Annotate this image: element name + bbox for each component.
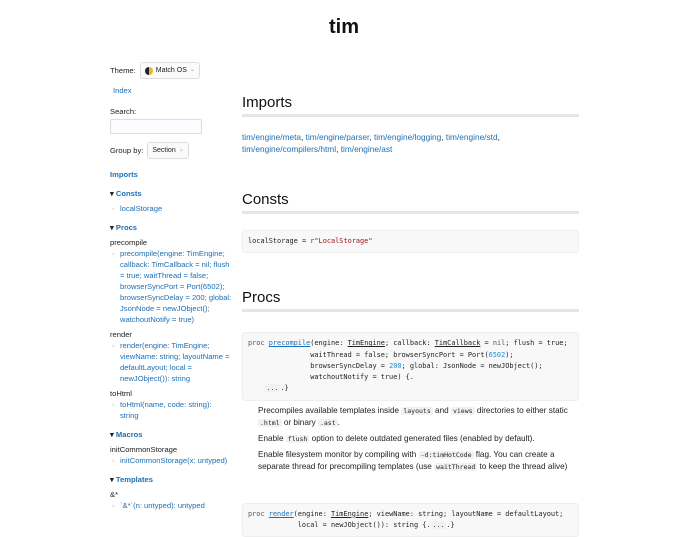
index-link[interactable]: Index [113, 86, 132, 95]
type-link[interactable]: TimEngine [331, 509, 369, 518]
const-code-block [242, 230, 579, 253]
render-code-block [242, 503, 579, 537]
code-keyword: nil [492, 339, 506, 348]
toc-proc-render[interactable]: render(engine: TimEngine; viewName: string; layoutName = defaultLayout; local = newJObject()): string [120, 341, 230, 383]
doc-text: localStorage [248, 237, 298, 245]
code-inline: flush [287, 434, 308, 443]
collapse-triangle-icon[interactable]: ▾ [110, 430, 116, 439]
code-number: 6502 [488, 350, 506, 359]
code-text: .} [280, 384, 289, 393]
group-by-select[interactable] [147, 142, 188, 159]
code-line [248, 520, 573, 531]
group-by-label: Group by: [110, 146, 144, 155]
toc-proc-precompile[interactable]: precompile(engine: TimEngine; callback: TimCallback = nil; flush = true; waitThread = false; browserSyncPort = Port(6502); browserSyncDelay = 200; global: JsonNode = newJObject(); watchoutNotify = true) [120, 249, 232, 324]
collapse-triangle-icon[interactable]: ▾ [110, 223, 116, 232]
code-number: 200 [389, 361, 402, 370]
toc-group-name: render [110, 330, 132, 339]
main-content [242, 94, 579, 537]
code-inline: layouts [403, 406, 431, 415]
search-label: Search: [110, 107, 137, 116]
code-line [248, 236, 573, 247]
code-text: = [297, 237, 311, 245]
page-title: tim [329, 16, 359, 38]
import-link[interactable]: tim/engine/ast [340, 144, 393, 154]
code-line [248, 383, 573, 394]
code-inline: views [452, 406, 473, 415]
code-text: watchoutNotify = true) {. [248, 373, 414, 382]
code-line [248, 338, 573, 349]
theme-moon-icon [145, 67, 153, 75]
chevron-down-icon: ⌄ [189, 67, 195, 73]
code-text [248, 384, 265, 392]
code-text: ; callback: [384, 339, 435, 348]
collapse-triangle-icon[interactable]: ▾ [110, 475, 116, 484]
imports-list: tim/engine/meta, tim/engine/parser, tim/engine/logging, tim/engine/std, tim/engine/compilers/html, tim/engine/ast [242, 132, 500, 154]
type-link[interactable]: TimCallback [434, 339, 481, 348]
toc-macro-initcommonstorage[interactable]: initCommonStorage(x: untyped) [120, 456, 228, 465]
code-line [248, 361, 573, 372]
sidebar [110, 62, 232, 511]
precompile-code-block [242, 332, 579, 400]
code-text: = [480, 339, 493, 348]
doc-paragraph [258, 449, 579, 473]
toc-group-name: &* [110, 490, 119, 499]
code-keyword: proc [248, 339, 269, 348]
code-line [248, 350, 573, 361]
import-link[interactable]: tim/engine/meta [242, 132, 302, 142]
doc-text: or binary [281, 417, 318, 427]
code-inline: -d:timHotCode [420, 450, 472, 459]
doc-paragraph [258, 433, 579, 445]
code-inline: ... [432, 521, 445, 530]
toc-const-localstorage[interactable]: localStorage [120, 204, 163, 213]
code-string: r"LocalStorage" [310, 237, 373, 245]
toc-group-name: toHtml [110, 389, 132, 398]
proc-name-link[interactable]: precompile [268, 339, 311, 348]
code-line [248, 372, 573, 383]
doc-text: Enable [258, 433, 286, 443]
toc-macros[interactable]: Macros [115, 430, 143, 439]
doc-text: directories to either static [474, 405, 568, 415]
doc-text: . [337, 417, 340, 427]
collapse-triangle-icon[interactable]: ▾ [110, 189, 116, 198]
theme-select[interactable] [140, 62, 200, 79]
code-text: ; flush = true; [505, 339, 568, 348]
import-link[interactable]: tim/engine/std [445, 132, 498, 142]
group-by-value: Section [152, 147, 176, 154]
proc-name-link[interactable]: render [268, 509, 294, 518]
doc-text: option to delete outdated generated files (enabled by default). [309, 433, 535, 443]
code-line [248, 509, 573, 520]
doc-text: Precompiles available templates inside [258, 405, 402, 415]
search-input[interactable] [110, 119, 202, 134]
doc-text: to keep the thread alive) [477, 461, 568, 471]
theme-label: Theme: [110, 66, 136, 75]
procs-heading: Procs [242, 289, 579, 312]
precompile-doc [242, 405, 579, 473]
toc-template-amp-star[interactable]: `&*`(n: untyped): untyped [120, 501, 205, 510]
import-link[interactable]: tim/engine/compilers/html [242, 144, 337, 154]
imports-heading: Imports [242, 94, 579, 117]
toc-group-name: precompile [110, 238, 148, 247]
code-text: (engine: [310, 339, 348, 348]
consts-heading: Consts [242, 191, 579, 214]
code-text: (engine: [293, 509, 331, 518]
import-link[interactable]: tim/engine/parser [305, 132, 370, 142]
code-inline: ... [266, 384, 279, 393]
toc-group-name: initCommonStorage [110, 445, 178, 454]
code-text: waitThread = false; browserSyncPort = Port( [248, 350, 489, 359]
code-inline: .html [260, 418, 280, 427]
toc-imports[interactable]: Imports [110, 170, 138, 179]
code-inline: .ast [319, 418, 336, 427]
type-link[interactable]: TimEngine [347, 339, 385, 348]
chevron-down-icon: ⌄ [178, 147, 184, 153]
doc-paragraph [258, 405, 579, 429]
doc-text: Enable filesystem monitor by compiling with [258, 449, 419, 459]
code-text: ; global: JsonNode = newJObject(); [401, 361, 543, 370]
toc-consts[interactable]: Consts [115, 189, 142, 198]
toc-templates[interactable]: Templates [115, 475, 153, 484]
import-link[interactable]: tim/engine/logging [373, 132, 442, 142]
theme-value: Match OS [155, 67, 187, 74]
toc-procs[interactable]: Procs [115, 223, 138, 232]
code-text: local = newJObject()): string {. [248, 521, 431, 530]
doc-text: and [432, 405, 451, 415]
doc-text: flag. You can create a separate thread for precompiling templates (use [258, 449, 555, 471]
code-text: .} [446, 521, 455, 530]
code-text: ; viewName: string; layoutName = defaultLayout; [368, 509, 564, 518]
code-keyword: proc [248, 509, 269, 518]
code-text: browserSyncDelay = [248, 361, 390, 370]
code-inline: waitThread [436, 462, 476, 471]
code-text: ); [505, 350, 514, 359]
toc-proc-tohtml[interactable]: toHtml(name, code: string): string [120, 400, 212, 420]
